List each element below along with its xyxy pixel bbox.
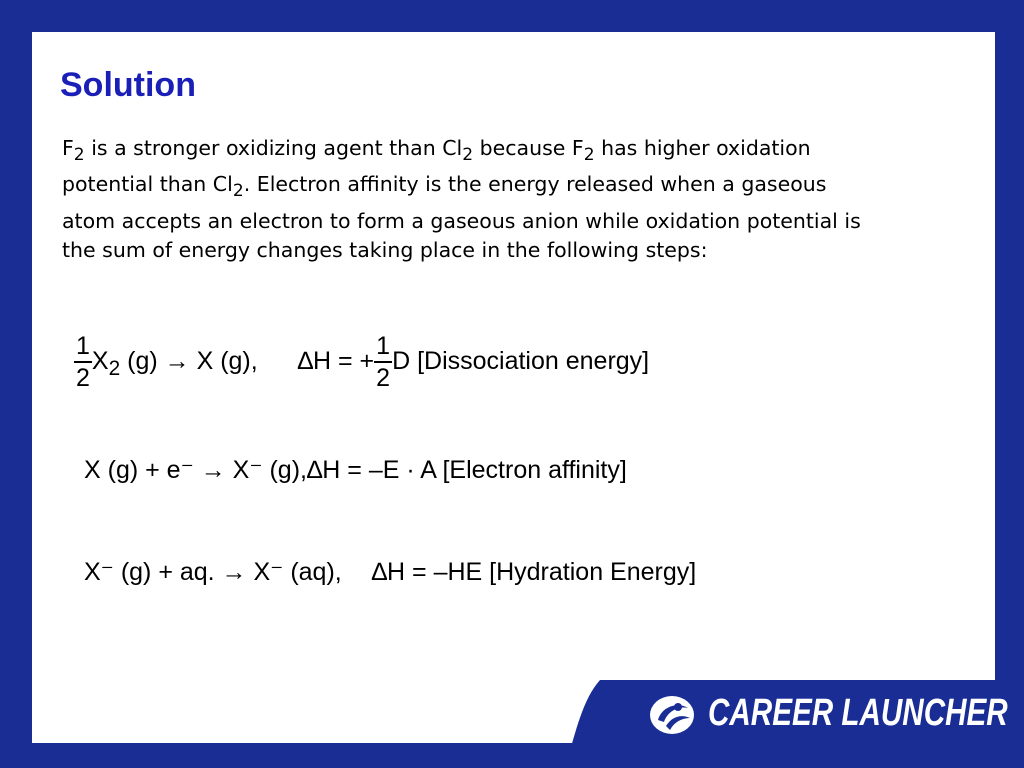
equation-dissociation: $\frac{1}{2}$ $X_2$ (g) → X (g), ∆H = + $\frac{1}{2}$ D [Dissociation energy] [76, 332, 650, 392]
career-launcher-swirl-icon [648, 694, 698, 736]
fraction-half-2: $\frac{1}{2}$ [376, 332, 391, 392]
career-launcher-wordmark: CAREER LAUNCHER [708, 692, 1008, 734]
solution-paragraph: $F_2$ is a stronger oxidizing agent than $Cl_2$ because $F_2$ has higher oxidation potential than $Cl_2$. Electron affinity is the energy released when a gaseous atom accepts an electron to form a gaseous anion while oxidation potential is the sum of energy changes taking place in the following steps: [62, 136, 861, 263]
career-launcher-logo [648, 690, 1008, 744]
equation-hydration: X⁻ (g) + aq. → X⁻ (aq), ∆H = –HE [Hydration Energy] [84, 558, 697, 586]
fraction-half: $\frac{1}{2}$ [76, 332, 90, 392]
slide-title: Solution [60, 66, 196, 104]
equation-electron-affinity: X (g) + e⁻ → X⁻ (g),∆H = –E · A [Electron affinity] [84, 456, 627, 484]
